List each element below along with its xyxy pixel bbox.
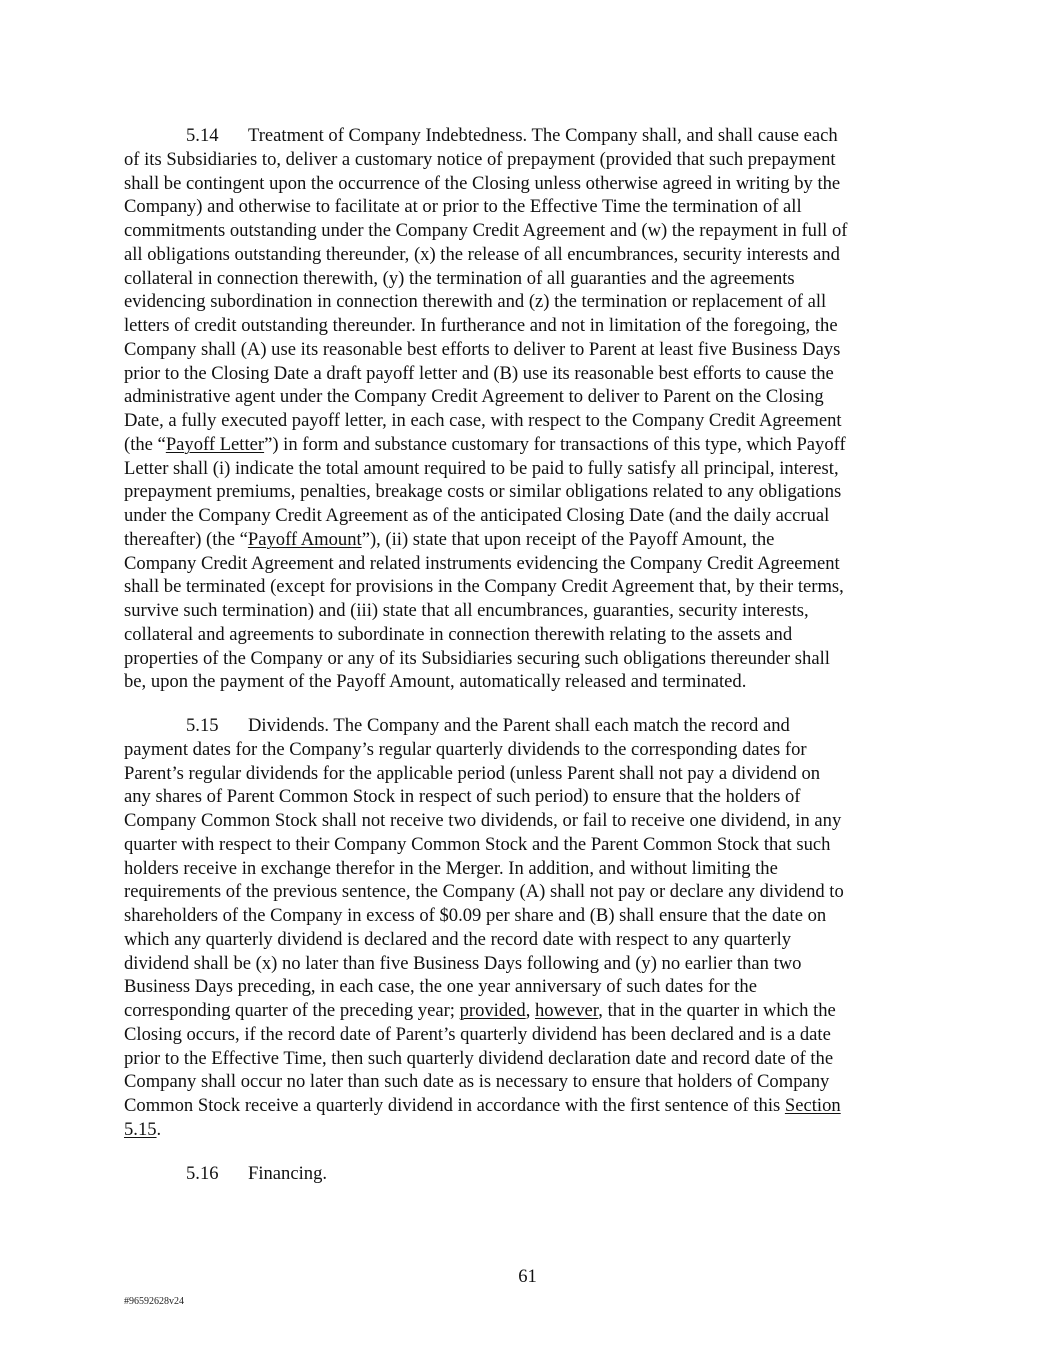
text-line [124,385,934,409]
text-line [124,362,934,386]
text-run: be, upon the payment of the Payoff Amount, automatically released and terminated. [124,671,747,693]
defined-term: Section [784,1095,841,1116]
section-number: 5.16 [186,1162,219,1184]
section-number: 5.14 [186,125,219,146]
text-line [124,952,934,976]
text-line [124,504,934,528]
text-run: all obligations outstanding thereunder, (x) the release of all encumbrances, security interests and [124,243,840,265]
text-run: requirements of the previous sentence, the Company (A) shall not pay or declare any dividend to [124,881,844,903]
text-line [124,714,934,738]
section-number: 5.15 [186,715,219,736]
text-run: administrative agent under the Company Credit Agreement to deliver to Parent on the Closing [124,386,824,408]
document-body [124,124,934,1205]
defined-term: provided [459,1000,526,1021]
text-line [124,314,934,338]
text-line [124,1023,934,1047]
text-run: prior to the Effective Time, then such quarterly dividend declaration date and record date of the [124,1047,834,1069]
text-line [124,267,934,291]
text-line [124,457,934,481]
text-run: Common Stock receive a quarterly dividend in accordance with the first sentence of this [124,1095,785,1116]
text-line [124,623,934,647]
text-line [124,1162,934,1186]
text-run: Closing occurs, if the record date of Parent’s quarterly dividend has been declared and is a date [124,1023,831,1045]
text-line [124,647,934,671]
text-run: survive such termination) and (iii) state that all encumbrances, guaranties, security interests, [124,600,809,621]
text-run: prepayment premiums, penalties, breakage costs or similar obligations related to any obligations [124,481,842,503]
defined-term: Payoff Letter [165,433,265,455]
text-line [124,172,934,196]
text-run: (the “ [124,433,166,455]
text-line [124,219,934,243]
text-run: Company) and otherwise to facilitate at or prior to the Effective Time the termination of all [124,196,802,218]
text-line [124,785,934,809]
text-run: prior to the Closing Date a draft payoff letter and (B) use its reasonable best efforts to cause the [124,362,834,384]
text-line [124,1070,934,1094]
text-run: Date, a fully executed payoff letter, in each case, with respect to the Company Credit Agreement [124,410,842,431]
text-run: letters of credit outstanding thereunder. In furtherance and not in limitation of the foregoing, the [124,315,838,336]
text-run: Treatment of Company Indebtedness. The Company shall, and shall cause each [248,125,838,146]
text-run: Company shall (A) use its reasonable best efforts to deliver to Parent at least five Business Days [124,338,841,360]
text-line [124,904,934,928]
defined-term: however [534,1000,599,1021]
text-run: Company shall occur no later than such date as is necessary to ensure that holders of Company [124,1071,830,1093]
text-line [124,1047,934,1071]
text-run: quarter with respect to their Company Common Stock and the Parent Common Stock that such [124,833,831,855]
text-run: collateral in connection therewith, (y) the termination of all guaranties and the agreements [124,267,795,289]
text-line [124,738,934,762]
text-run: Business Days preceding, in each case, the one year anniversary of such dates for the [124,976,757,998]
text-line [124,670,934,694]
text-line [124,480,934,504]
text-run: any shares of Parent Common Stock in respect of such period) to ensure that the holders of [124,786,801,808]
text-line [124,999,934,1023]
text-line [124,809,934,833]
text-run: Financing. [248,1162,328,1184]
text-run: ”) in form and substance customary for transactions of this type, which Payoff [264,433,846,455]
text-line [124,833,934,857]
text-line [124,433,934,457]
section-5-14-paragraph [124,124,934,694]
text-run: Company Common Stock shall not receive two dividends, or fail to receive one dividend, in any [124,810,842,831]
text-run: corresponding quarter of the preceding year; [124,1000,460,1021]
text-line [124,243,934,267]
text-run: dividend shall be (x) no later than five Business Days following and (y) no earlier than two [124,952,802,974]
text-run: collateral and agreements to subordinate in connection therewith relating to the assets and [124,623,793,645]
document-id: #96592628v24 [124,1296,184,1307]
text-run: evidencing subordination in connection therewith and (z) the termination or replacement of all [124,291,827,313]
text-run: . [156,1118,162,1140]
text-run: , [525,1000,535,1021]
text-run: shareholders of the Company in excess of $0.09 per share and (B) shall ensure that the date on [124,905,827,926]
section-5-16-paragraph [124,1162,934,1186]
text-run: Dividends. The Company and the Parent shall each match the record and [248,715,790,736]
text-run: Company Credit Agreement and related instruments evidencing the Company Credit Agreement [124,552,840,574]
text-run: holders receive in exchange therefor in the Merger. In addition, and without limiting the [124,857,778,879]
text-run: payment dates for the Company’s regular quarterly dividends to the corresponding dates for [124,738,807,760]
text-run: which any quarterly dividend is declared and the record date with respect to any quarterly [124,928,792,950]
defined-term: 5.15 [124,1118,157,1140]
text-line [124,338,934,362]
text-line [124,762,934,786]
section-5-15-paragraph [124,714,934,1142]
text-run: thereafter) (the “ [124,528,248,550]
text-run: shall be contingent upon the occurrence of the Closing unless otherwise agreed in writing by the [124,172,841,194]
text-run: commitments outstanding under the Company Credit Agreement and (w) the repayment in full of [124,220,848,241]
text-line [124,857,934,881]
text-line [124,124,934,148]
text-run: Letter shall (i) indicate the total amount required to be paid to fully satisfy all principal, interest, [124,457,839,479]
text-line [124,1118,934,1142]
page-number: 61 [518,1266,537,1287]
text-line [124,575,934,599]
text-line [124,409,934,433]
text-run: of its Subsidiaries to, deliver a customary notice of prepayment (provided that such prepayment [124,148,836,170]
defined-term: Payoff Amount [247,528,362,550]
text-line [124,148,934,172]
text-line [124,975,934,999]
text-line [124,880,934,904]
text-run: Parent’s regular dividends for the applicable period (unless Parent shall not pay a dividend on [124,762,821,784]
text-line [124,599,934,623]
text-line [124,528,934,552]
text-line [124,1094,934,1118]
text-line [124,928,934,952]
text-run: shall be terminated (except for provisions in the Company Credit Agreement that, by their terms, [124,576,844,598]
text-line [124,552,934,576]
text-run: properties of the Company or any of its Subsidiaries securing such obligations thereunder shall [124,647,830,669]
text-line [124,290,934,314]
text-line [124,195,934,219]
text-run: , that in the quarter in which the [598,1000,836,1021]
text-run: ”), (ii) state that upon receipt of the Payoff Amount, the [361,528,775,550]
text-run: under the Company Credit Agreement as of the anticipated Closing Date (and the daily accrual [124,505,830,526]
